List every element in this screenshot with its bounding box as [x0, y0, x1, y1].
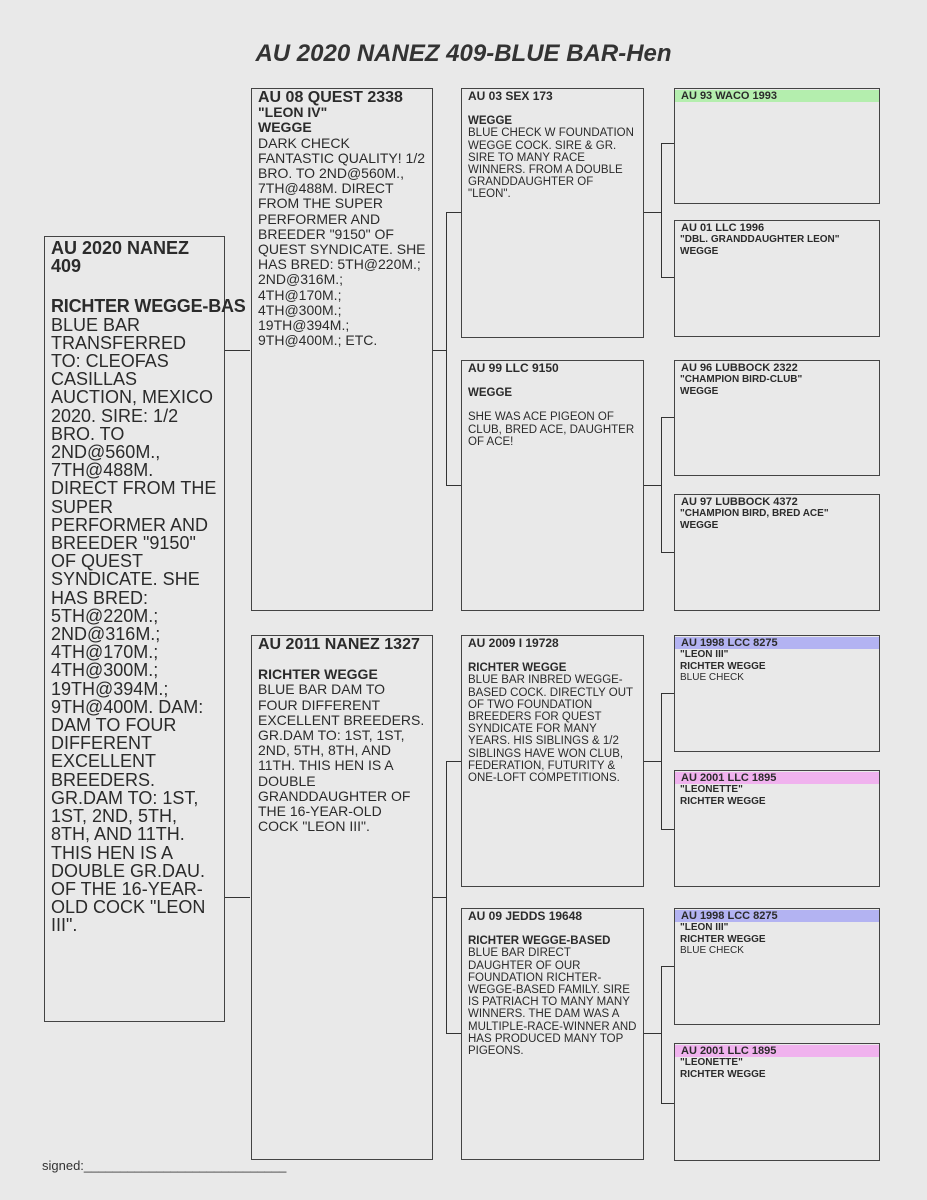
sdd-card	[674, 494, 880, 611]
sire-sire-card	[461, 88, 644, 338]
dsd-card	[674, 770, 880, 887]
sdd-nickname: "CHAMPION BIRD, BRED ACE"	[680, 508, 829, 519]
sire-dam-strain: WEGGE	[468, 387, 513, 400]
dam-card	[251, 635, 433, 1160]
dsd-strain: RICHTER WEGGE	[680, 795, 766, 807]
dss-color-description: BLUE CHECK	[680, 672, 744, 683]
dam-sire-band-number: AU 2009 I 19728	[468, 636, 559, 650]
dds-color-description: BLUE CHECK	[680, 945, 744, 956]
dam-dam-description: BLUE BAR DIRECT DAUGHTER OF OUR FOUNDATION RICHTER-WEGGE-BASED FAMILY. SIRE IS PATRIACH TO MANY MANY WINNERS. THE DAM WAS A MULTIPLE-RACE-WINNER AND HAS PRODUCED MANY TOP PIGEONS.	[468, 947, 637, 1058]
sdd-strain: WEGGE	[680, 519, 719, 531]
dss-nickname: "LEON III"	[680, 649, 729, 660]
sire-strain: WEGGE	[258, 119, 312, 136]
dam-sire-description: BLUE BAR INBRED WEGGE-BASED COCK. DIRECTLY OUT OF TWO FOUNDATION BREEDERS FOR QUEST SYNDICATE FOR MANY YEARS. HIS SIBLINGS & 1/2 SIBLINGS HAVE WON CLUB, FEDERATION, FUTURITY & ONE-LOFT COMPETITIONS.	[468, 674, 633, 785]
dds-strain: RICHTER WEGGE	[680, 933, 766, 945]
ddd-nickname: "LEONETTE"	[680, 1057, 743, 1068]
subject-strain: RICHTER WEGGE-BAS	[51, 296, 246, 317]
dam-dam-strain: RICHTER WEGGE-BASED	[468, 935, 611, 948]
page-title: AU 2020 NANEZ 409-BLUE BAR-Hen	[255, 40, 672, 67]
ssd-nickname: "DBL. GRANDDAUGHTER LEON"	[680, 234, 840, 245]
dam-dam-card	[461, 908, 644, 1160]
sss-band-number: AU 93 WACO 1993	[675, 90, 879, 102]
sire-sire-description: BLUE CHECK W FOUNDATION WEGGE COCK. SIRE & GR. SIRE TO MANY RACE WINNERS. FROM A DOUBLE GRANDDAUGHTER OF "LEON".	[468, 127, 634, 201]
dds-card	[674, 908, 880, 1025]
sire-band-number: AU 08 QUEST 2338	[258, 89, 403, 106]
dds-band-number: AU 1998 LCC 8275	[675, 910, 879, 922]
sds-nickname: "CHAMPION BIRD-CLUB"	[680, 374, 803, 385]
dam-description: BLUE BAR DAM TO FOUR DIFFERENT EXCELLENT BREEDERS. GR.DAM TO: 1ST, 1ST, 2ND, 5TH, 8TH, AND 11TH. THIS HEN IS A DOUBLE GRANDDAUGHTER OF THE 16-YEAR-OLD COCK "LEON III".	[258, 681, 425, 835]
dam-sire-card	[461, 635, 644, 887]
sire-card	[251, 88, 433, 611]
sds-strain: WEGGE	[680, 385, 719, 397]
dam-sire-strain: RICHTER WEGGE	[468, 662, 567, 675]
sire-sire-band-number: AU 03 SEX 173	[468, 89, 553, 103]
sss-card	[674, 88, 880, 204]
subject-description: BLUE BAR TRANSFERRED TO: CLEOFAS CASILLAS AUCTION, MEXICO 2020. SIRE: 1/2 BRO. TO 2ND@560M., 7TH@488M. DIRECT FROM THE SUPER PERFORMER AND BREEDER "9150" OF QUEST SYNDICATE. SHE HAS BRED: 5TH@220M.; 2ND@316M.; 4TH@170M.; 4TH@300M.; 19TH@394M.; 9TH@400M. DAM: DAM TO FOUR DIFFERENT EXCELLENT BREEDERS. GR.DAM TO: 1ST, 1ST, 2ND, 5TH, 8TH, AND 11TH. THIS HEN IS A DOUBLE GR.DAU. OF THE 16-YEAR-OLD COCK "LEON III".	[51, 314, 217, 936]
dam-strain: RICHTER WEGGE	[258, 666, 378, 683]
ddd-strain: RICHTER WEGGE	[680, 1068, 766, 1080]
ssd-strain: WEGGE	[680, 245, 719, 257]
dam-band-number: AU 2011 NANEZ 1327	[258, 636, 420, 653]
sire-nickname: "LEON IV"	[258, 104, 328, 121]
sdd-band-number: AU 97 LUBBOCK 4372	[681, 496, 798, 508]
sds-band-number: AU 96 LUBBOCK 2322	[681, 362, 798, 374]
signature-line: signed:____________________________	[42, 1158, 287, 1173]
sds-card	[674, 360, 880, 476]
ssd-band-number: AU 01 LLC 1996	[681, 222, 765, 234]
ddd-band-number: AU 2001 LLC 1895	[675, 1045, 879, 1057]
dsd-nickname: "LEONETTE"	[680, 784, 743, 795]
subject-card	[44, 236, 246, 1022]
sire-dam-card	[461, 360, 644, 611]
dss-card	[674, 635, 880, 752]
sire-sire-strain: WEGGE	[468, 115, 513, 128]
sire-description: DARK CHECK FANTASTIC QUALITY! 1/2 BRO. TO 2ND@560M., 7TH@488M. DIRECT FROM THE SUPER PERFORMER AND BREEDER "9150" OF QUEST SYNDICATE. SHE HAS BRED: 5TH@220M.; 2ND@316M.; 4TH@170M.; 4TH@300M.; 19TH@394M.; 9TH@400M.; ETC.	[258, 134, 426, 349]
dss-strain: RICHTER WEGGE	[680, 660, 766, 672]
dam-dam-band-number: AU 09 JEDDS 19648	[468, 909, 583, 923]
dss-band-number: AU 1998 LCC 8275	[675, 637, 879, 649]
dsd-band-number: AU 2001 LLC 1895	[675, 772, 879, 784]
sire-dam-band-number: AU 99 LLC 9150	[468, 361, 559, 375]
subject-band-number: AU 2020 NANEZ 409	[51, 238, 190, 277]
ddd-card	[674, 1043, 880, 1161]
ssd-card	[674, 220, 880, 337]
sire-dam-description: SHE WAS ACE PIGEON OF CLUB, BRED ACE, DAUGHTER OF ACE!	[468, 411, 635, 448]
dds-nickname: "LEON III"	[680, 922, 729, 933]
